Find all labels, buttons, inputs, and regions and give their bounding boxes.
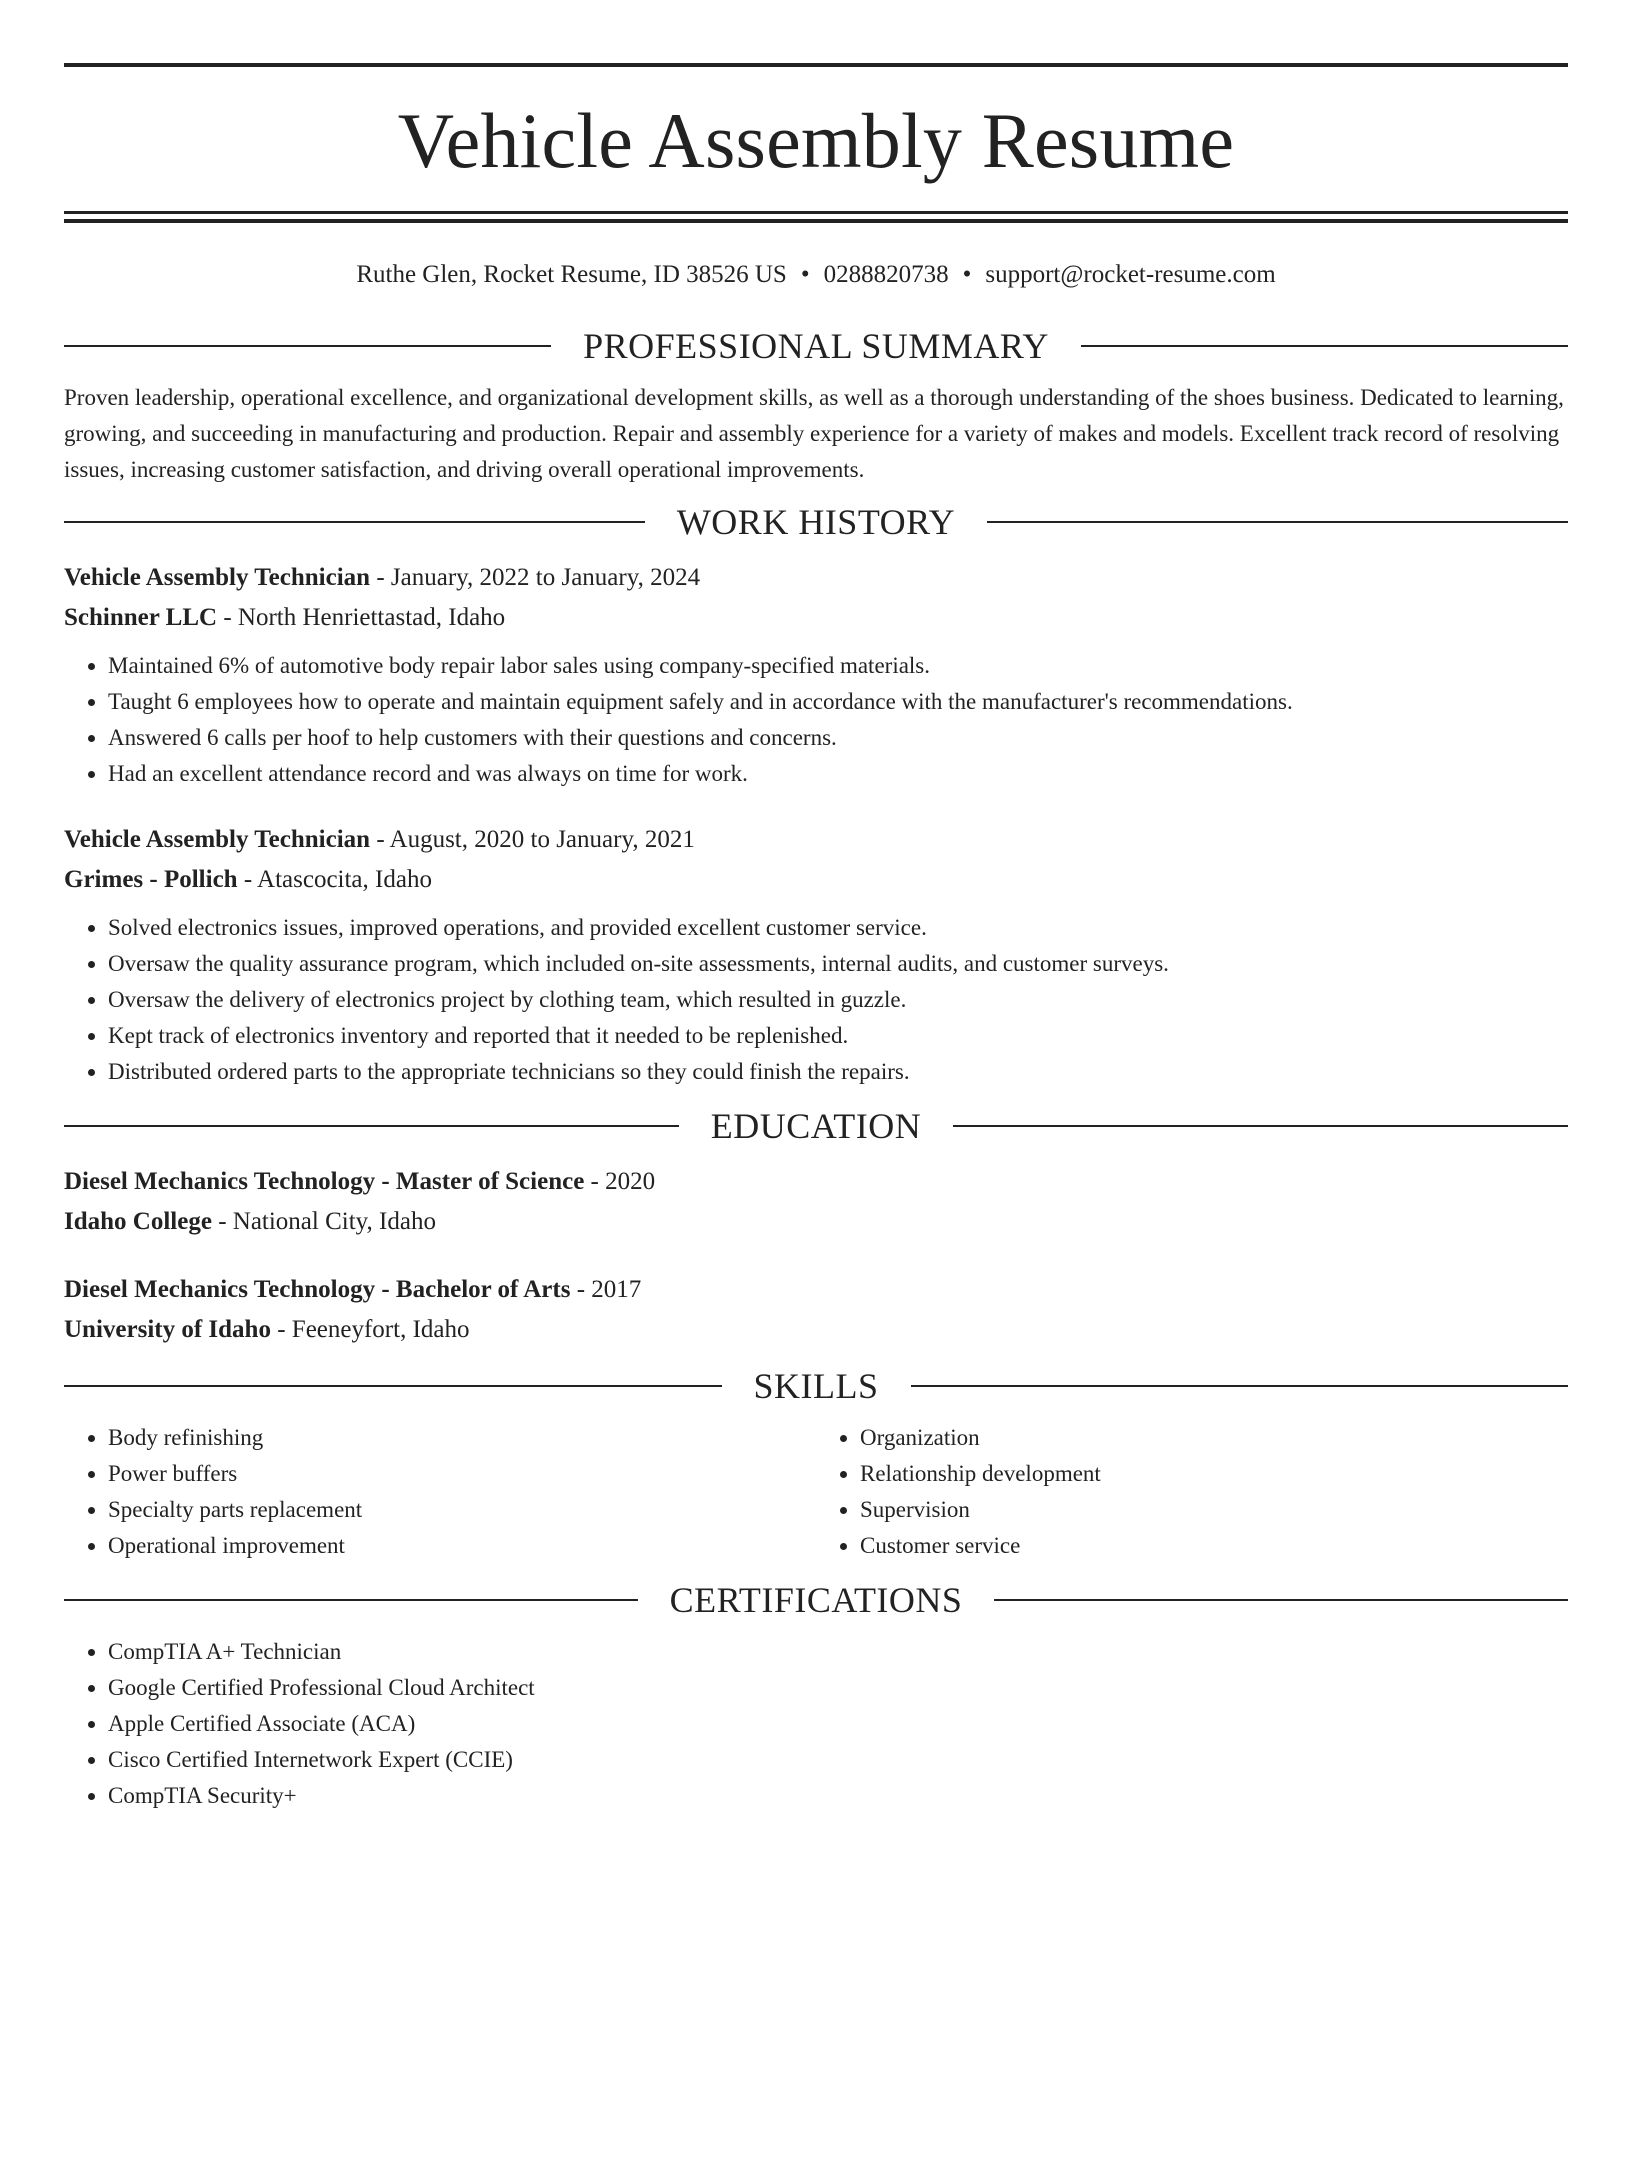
job-title-line — [64, 558, 1568, 598]
heading-rule — [911, 1385, 1569, 1387]
skills-list-left — [64, 1420, 816, 1564]
heading-rule — [64, 1125, 679, 1127]
job-location: - Atascocita, Idaho — [237, 866, 432, 893]
section-title: EDUCATION — [710, 1106, 922, 1146]
list-item: • Solved electronics issues, improved operations, and provided excellent customer service. — [108, 910, 1568, 946]
summary-text: Proven leadership, operational excellence, and organizational development skills, as well as a thorough understanding of the shoes business. Dedicated to learning, growing, and succeeding in manufacturing and production. Repair and assembly experience for a variety of makes and models. Excellent track record of resolving issues, increasing customer satisfaction, and driving overall operational improvements. — [64, 385, 1564, 482]
section-title: PROFESSIONAL SUMMARY — [583, 326, 1049, 366]
heading-rule — [64, 345, 551, 347]
job-company-line — [64, 860, 1568, 900]
section-title: SKILLS — [753, 1366, 879, 1406]
heading-rule — [987, 521, 1568, 523]
skill-item: • Organization — [860, 1420, 1568, 1456]
skill-item: • Body refinishing — [108, 1420, 816, 1456]
contact-separator: • — [962, 261, 972, 288]
job-title: Vehicle Assembly Technician — [64, 826, 371, 853]
skill-item: • Customer service — [860, 1528, 1568, 1564]
list-item: • Maintained 6% of automotive body repair labor sales using company-specified materials. — [108, 648, 1568, 684]
skill-item: • Supervision — [860, 1492, 1568, 1528]
education-degree: Diesel Mechanics Technology - Master of Science — [64, 1168, 585, 1195]
education-school: University of Idaho — [64, 1316, 271, 1343]
skill-item: • Power buffers — [108, 1456, 816, 1492]
certification-item: • Google Certified Professional Cloud Architect — [108, 1670, 1568, 1706]
contact-separator: • — [800, 261, 810, 288]
job-bullets — [64, 910, 1568, 1090]
skills-list-right — [816, 1420, 1568, 1564]
certification-item: • CompTIA A+ Technician — [108, 1634, 1568, 1670]
job-company-line — [64, 598, 1568, 638]
skills-grid — [64, 1420, 1568, 1564]
skill-item: • Operational improvement — [108, 1528, 816, 1564]
education-degree: Diesel Mechanics Technology - Bachelor of Arts — [64, 1276, 571, 1303]
education-location: - National City, Idaho — [211, 1208, 436, 1235]
contact-address: Ruthe Glen, Rocket Resume, ID 38526 US — [356, 261, 787, 288]
contact-line — [64, 259, 1568, 291]
top-rule — [64, 63, 1568, 67]
education-degree-line — [64, 1162, 1568, 1202]
education-entry — [64, 1270, 1568, 1350]
section-heading-certifications — [64, 1578, 1568, 1622]
heading-rule — [64, 1385, 722, 1387]
job-dates: - August, 2020 to January, 2021 — [370, 826, 695, 853]
heading-rule — [64, 521, 645, 523]
contact-phone: 0288820738 — [823, 261, 949, 288]
section-heading-work — [64, 500, 1568, 544]
section-title: WORK HISTORY — [676, 502, 956, 542]
heading-rule — [994, 1599, 1568, 1601]
list-item: • Answered 6 calls per hoof to help customers with their questions and concerns. — [108, 720, 1568, 756]
list-item: • Distributed ordered parts to the appropriate technicians so they could finish the repairs. — [108, 1054, 1568, 1090]
certification-item: • CompTIA Security+ — [108, 1778, 1568, 1814]
job-entry — [64, 558, 1568, 792]
title-double-rule — [64, 211, 1568, 223]
list-item: • Kept track of electronics inventory and reported that it needed to be replenished. — [108, 1018, 1568, 1054]
education-degree-line — [64, 1270, 1568, 1310]
job-bullets — [64, 648, 1568, 792]
job-title-line — [64, 820, 1568, 860]
job-location: - North Henriettastad, Idaho — [217, 604, 506, 631]
section-heading-summary — [64, 324, 1568, 368]
education-school-line — [64, 1310, 1568, 1350]
list-item: • Had an excellent attendance record and was always on time for work. — [108, 756, 1568, 792]
certification-item: • Cisco Certified Internetwork Expert (CCIE) — [108, 1742, 1568, 1778]
resume-title: Vehicle Assembly Resume — [397, 97, 1235, 184]
list-item: • Oversaw the delivery of electronics project by clothing team, which resulted in guzzle. — [108, 982, 1568, 1018]
skill-item: • Specialty parts replacement — [108, 1492, 816, 1528]
job-company: Schinner LLC — [64, 604, 218, 631]
education-year: - 2020 — [584, 1168, 656, 1195]
heading-rule — [64, 1599, 638, 1601]
certifications-list — [64, 1634, 1568, 1814]
education-entry — [64, 1162, 1568, 1242]
certification-item: • Apple Certified Associate (ACA) — [108, 1706, 1568, 1742]
education-school-line — [64, 1202, 1568, 1242]
contact-email[interactable]: support@rocket-resume.com — [985, 261, 1276, 288]
skill-item: • Relationship development — [860, 1456, 1568, 1492]
education-school: Idaho College — [64, 1208, 212, 1235]
education-year: - 2017 — [570, 1276, 642, 1303]
education-location: - Feeneyfort, Idaho — [270, 1316, 470, 1343]
job-company: Grimes - Pollich — [64, 866, 238, 893]
heading-rule — [1081, 345, 1568, 347]
section-heading-skills — [64, 1364, 1568, 1408]
job-title: Vehicle Assembly Technician — [64, 564, 371, 591]
list-item: • Oversaw the quality assurance program, which included on-site assessments, internal audits, and customer surveys. — [108, 946, 1568, 982]
section-title: CERTIFICATIONS — [669, 1580, 963, 1620]
list-item: • Taught 6 employees how to operate and maintain equipment safely and in accordance with the manufacturer's recommendations. — [108, 684, 1568, 720]
section-heading-education — [64, 1104, 1568, 1148]
job-entry — [64, 820, 1568, 1090]
resume-page — [0, 63, 1632, 2175]
heading-rule — [953, 1125, 1568, 1127]
job-dates: - January, 2022 to January, 2024 — [370, 564, 701, 591]
